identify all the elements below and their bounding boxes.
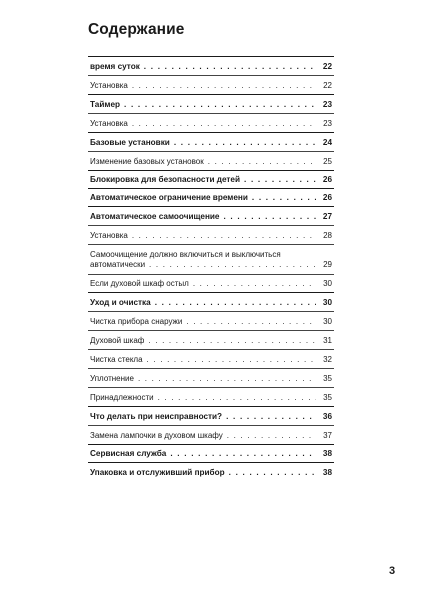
toc-entry-label: Установка — [90, 231, 128, 240]
dot-leader — [132, 119, 316, 129]
dot-leader — [144, 62, 316, 72]
dot-leader — [158, 393, 316, 403]
toc-entry[interactable] — [88, 444, 334, 462]
toc-entry-label: Если духовой шкаф остыл — [90, 279, 189, 288]
toc-entry-page: 22 — [322, 62, 332, 71]
toc-entry-page: 38 — [322, 449, 332, 458]
toc-entry-page: 29 — [323, 260, 332, 269]
toc-entry-page: 27 — [322, 212, 332, 221]
toc-entry-label: Уплотнение — [90, 374, 134, 383]
toc-entry[interactable] — [88, 274, 334, 292]
toc-entry-page: 32 — [323, 355, 332, 364]
dot-leader — [124, 100, 316, 110]
dot-leader — [147, 355, 316, 365]
dot-leader — [226, 412, 316, 422]
toc-entry-label: Уход и очистка — [90, 298, 151, 307]
toc-entry[interactable] — [88, 368, 334, 387]
toc-entry[interactable] — [88, 244, 334, 274]
toc-entry-label: Замена лампочки в духовом шкафу — [90, 431, 223, 440]
toc-entry-label-continued: автоматически — [90, 260, 146, 269]
toc-entry-label: Упаковка и отслуживший прибор — [90, 468, 225, 477]
toc-entry-label: Чистка прибора снаружи — [90, 317, 183, 326]
toc-entry[interactable] — [88, 311, 334, 330]
toc-entry-page: 23 — [323, 119, 332, 128]
dot-leader — [170, 449, 316, 459]
page-number: 3 — [389, 565, 396, 577]
toc-entry-page: 26 — [322, 175, 332, 184]
dot-leader — [132, 81, 316, 91]
toc-entry-page: 38 — [322, 468, 332, 477]
dot-leader — [229, 468, 316, 478]
toc-entry-label: Установка — [90, 81, 128, 90]
toc-entry[interactable] — [88, 425, 334, 444]
toc-entry[interactable] — [88, 113, 334, 132]
toc-entry-page: 28 — [323, 231, 332, 240]
toc-entry-page: 23 — [322, 100, 332, 109]
toc-entry-label: Духовой шкаф — [90, 336, 145, 345]
toc-entry-label: Принадлежности — [90, 393, 154, 402]
toc-entry-label: Что делать при неисправности? — [90, 412, 223, 421]
page-title: Содержание — [88, 21, 185, 38]
dot-leader — [252, 193, 316, 203]
dot-leader — [186, 317, 316, 327]
dot-leader — [208, 157, 316, 167]
toc-entry[interactable] — [88, 387, 334, 406]
dot-leader — [174, 138, 316, 148]
toc-entry[interactable] — [88, 225, 334, 244]
toc-entry-label: Установка — [90, 119, 128, 128]
toc-entry-page: 25 — [323, 157, 332, 166]
toc-entry-label: время суток — [90, 62, 140, 71]
toc-entry-page: 31 — [323, 336, 332, 345]
dot-leader — [193, 279, 316, 289]
dot-leader — [223, 212, 316, 222]
toc-entry-page: 22 — [323, 81, 332, 90]
dot-leader — [148, 336, 316, 346]
dot-leader — [227, 431, 316, 441]
toc-entry-page: 30 — [323, 317, 332, 326]
dot-leader — [149, 260, 316, 270]
toc-entry[interactable] — [88, 132, 334, 151]
toc-entry[interactable] — [88, 406, 334, 425]
toc-entry-label: Автоматическое самоочищение — [90, 212, 220, 221]
toc-entry-label: Чистка стекла — [90, 355, 143, 364]
toc-entry[interactable] — [88, 75, 334, 94]
toc-entry-page: 26 — [322, 193, 332, 202]
toc-entry[interactable] — [88, 56, 334, 75]
dot-leader — [138, 374, 316, 384]
toc-entry-label: Сервисная служба — [90, 449, 167, 458]
toc-entry-page: 30 — [322, 298, 332, 307]
toc-entry[interactable] — [88, 462, 334, 481]
toc-entry-label: Блокировка для безопасности детей — [90, 175, 241, 184]
toc-entry[interactable] — [88, 94, 334, 113]
toc-entry[interactable] — [88, 330, 334, 349]
toc-entry-label: Автоматическое ограничение времени — [90, 193, 248, 202]
toc-entry-page: 35 — [323, 374, 332, 383]
toc-entry-label: Таймер — [90, 100, 120, 109]
dot-leader — [155, 298, 316, 308]
toc-entry[interactable] — [88, 170, 334, 188]
toc-entry[interactable] — [88, 151, 334, 170]
toc-entry[interactable] — [88, 292, 334, 311]
dot-leader — [132, 231, 316, 241]
toc-entry[interactable] — [88, 349, 334, 368]
toc-entry-page: 37 — [323, 431, 332, 440]
toc-entry[interactable] — [88, 188, 334, 206]
toc-entry[interactable] — [88, 206, 334, 225]
toc-entry-label: Базовые установки — [90, 138, 170, 147]
toc-entry-page: 30 — [323, 279, 332, 288]
toc-entry-page: 24 — [322, 138, 332, 147]
dot-leader — [244, 175, 316, 185]
table-of-contents — [88, 56, 334, 481]
toc-entry-page: 36 — [322, 412, 332, 421]
toc-entry-label: Самоочищение должно включиться и выключиться — [90, 250, 281, 259]
toc-entry-page: 35 — [323, 393, 332, 402]
toc-entry-label: Изменение базовых установок — [90, 157, 204, 166]
